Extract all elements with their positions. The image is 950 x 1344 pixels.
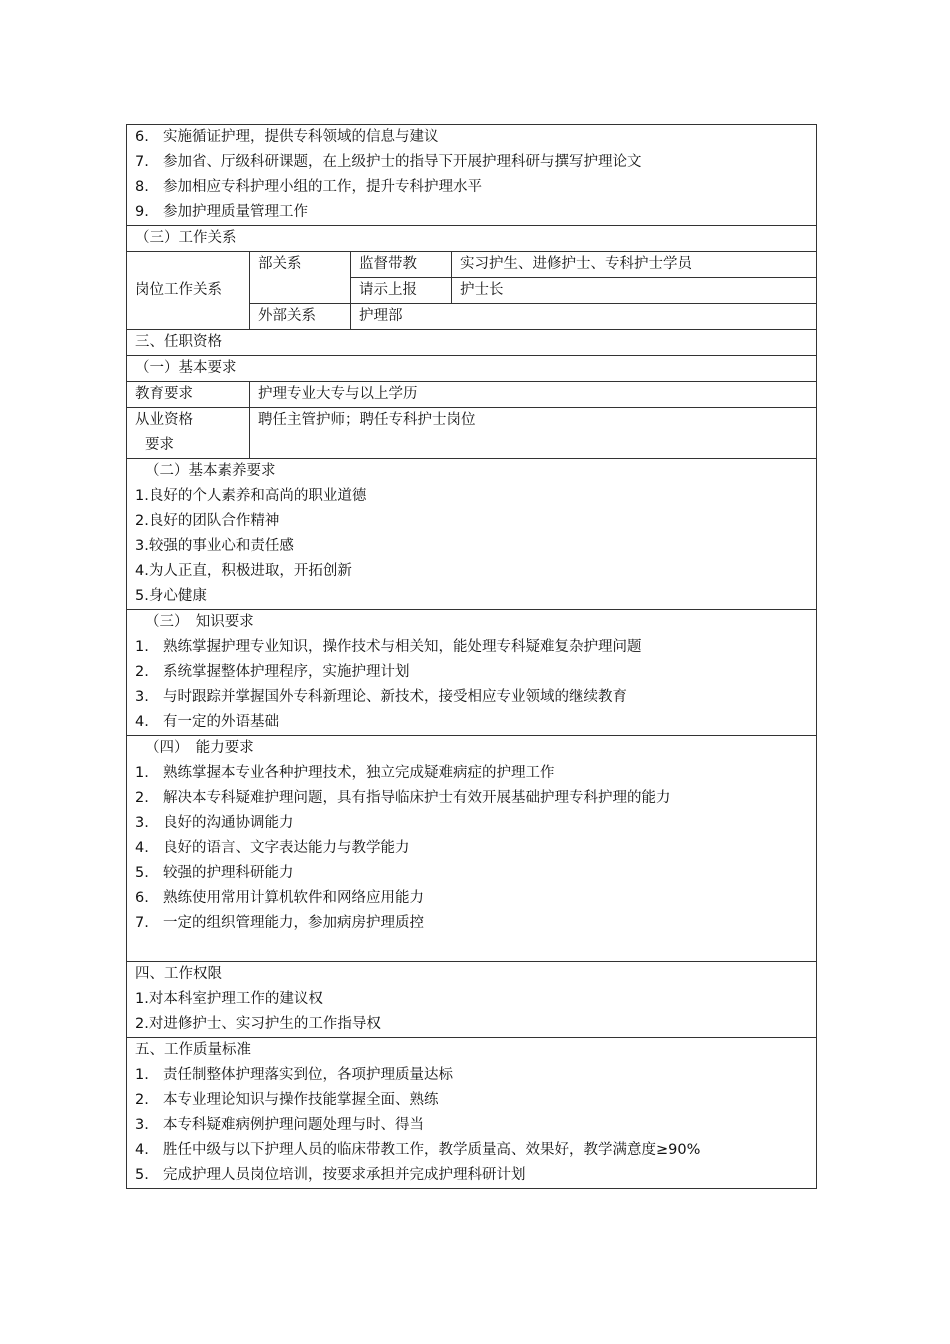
standards-item: [135, 1088, 808, 1113]
quality-item: 2.良好的团队合作精神: [135, 513, 280, 529]
basic-requirements-heading: （一）基本要求: [127, 356, 817, 382]
item-text: 参加相应专科护理小组的工作，提升专科护理水平: [163, 179, 482, 195]
duties-row: [127, 125, 817, 226]
authority-item: 2.对进修护士、实习护生的工作指导权: [135, 1016, 381, 1032]
duties-cell: [127, 125, 817, 226]
knowledge-row: [127, 610, 817, 736]
authority-cell: [127, 962, 817, 1038]
ability-item: [135, 861, 808, 886]
ability-item: [135, 786, 808, 811]
item-text: 良好的语言、文字表达能力与教学能力: [163, 840, 410, 856]
ability-heading: （四） 能力要求: [145, 740, 254, 756]
standards-cell: [127, 1038, 817, 1189]
item-text: 参加省、厅级科研课题，在上级护士的指导下开展护理科研与撰写护理论文: [163, 154, 642, 170]
item-number: 2.: [135, 790, 149, 806]
quality-item: 5.身心健康: [135, 588, 207, 604]
standards-item: [135, 1063, 808, 1088]
quality-heading: （二）基本素养要求: [145, 463, 276, 479]
item-text: 实施循证护理，提供专科领域的信息与建议: [163, 129, 439, 145]
qualification-heading-row: [127, 330, 817, 356]
ability-item: [135, 911, 808, 936]
ability-item: [135, 811, 808, 836]
supervise-value: 实习护生、进修护士、专科护士学员: [452, 252, 817, 278]
item-number: 3.: [135, 1117, 149, 1133]
relations-heading-row: [127, 226, 817, 252]
knowledge-item: [135, 660, 808, 685]
ability-item: [135, 761, 808, 786]
quality-cell: [127, 459, 817, 610]
item-number: 8.: [135, 179, 149, 195]
duty-item: [135, 175, 808, 200]
item-text: 熟练掌握护理专业知识，操作技术与相关知，能处理专科疑难复杂护理问题: [163, 639, 642, 655]
knowledge-cell: [127, 610, 817, 736]
item-number: 7.: [135, 915, 149, 931]
item-number: 7.: [135, 154, 149, 170]
item-text: 解决本专科疑难护理问题，具有指导临床护士有效开展基础护理专科护理的能力: [163, 790, 671, 806]
item-text: 责任制整体护理落实到位，各项护理质量达标: [163, 1067, 453, 1083]
job-description-table: [126, 124, 817, 1189]
authority-item: 1.对本科室护理工作的建议权: [135, 991, 323, 1007]
item-text: 本专科疑难病例护理问题处理与时、得当: [163, 1117, 424, 1133]
certification-label-line: 要求: [145, 437, 174, 453]
ability-item: [135, 836, 808, 861]
education-row: [127, 382, 817, 408]
item-number: 4.: [135, 1142, 149, 1158]
item-text: 胜任中级与以下护理人员的临床带教工作，教学质量高、效果好，教学满意度≥90%: [163, 1142, 701, 1158]
quality-item: 1.良好的个人素养和高尚的职业道德: [135, 488, 367, 504]
certification-row: [127, 408, 817, 459]
knowledge-item: [135, 685, 808, 710]
item-text: 熟练掌握本专业各种护理技术，独立完成疑难病症的护理工作: [163, 765, 555, 781]
report-value: 护士长: [452, 278, 817, 304]
knowledge-item: [135, 635, 808, 660]
ability-row: [127, 736, 817, 962]
item-number: 2.: [135, 664, 149, 680]
supervise-label: 监督带教: [351, 252, 452, 278]
item-text: 完成护理人员岗位培训，按要求承担并完成护理科研计划: [163, 1167, 526, 1183]
standards-row: [127, 1038, 817, 1189]
item-text: 良好的沟通协调能力: [163, 815, 294, 831]
internal-relations-label: 部关系: [250, 252, 351, 304]
item-text: 熟练使用常用计算机软件和网络应用能力: [163, 890, 424, 906]
item-number: 1.: [135, 1067, 149, 1083]
basic-heading-row: [127, 356, 817, 382]
quality-row: [127, 459, 817, 610]
education-value: 护理专业大专与以上学历: [250, 382, 817, 408]
item-number: 5.: [135, 865, 149, 881]
standards-item: [135, 1138, 808, 1163]
item-text: 本专业理论知识与操作技能掌握全面、熟练: [163, 1092, 439, 1108]
standards-item: [135, 1113, 808, 1138]
relations-heading: （三）工作关系: [127, 226, 817, 252]
item-text: 较强的护理科研能力: [163, 865, 294, 881]
authority-row: [127, 962, 817, 1038]
authority-heading: 四、工作权限: [135, 966, 222, 982]
duty-item: [135, 150, 808, 175]
item-text: 系统掌握整体护理程序，实施护理计划: [163, 664, 410, 680]
item-number: 9.: [135, 204, 149, 220]
external-relations-value: 护理部: [351, 304, 817, 330]
item-number: 2.: [135, 1092, 149, 1108]
education-label: 教育要求: [127, 382, 250, 408]
certification-value: 聘任主管护师；聘任专科护士岗位: [250, 408, 817, 459]
item-number: 4.: [135, 714, 149, 730]
standards-item: [135, 1163, 808, 1188]
relations-row-label: 岗位工作关系: [127, 252, 250, 330]
item-number: 4.: [135, 840, 149, 856]
item-text: 一定的组织管理能力，参加病房护理质控: [163, 915, 424, 931]
ability-cell: [127, 736, 817, 962]
item-number: 3.: [135, 689, 149, 705]
ability-item: [135, 886, 808, 911]
item-number: 6.: [135, 890, 149, 906]
item-number: 6.: [135, 129, 149, 145]
relations-row-supervise: [127, 252, 817, 278]
item-number: 1.: [135, 765, 149, 781]
quality-item: 4.为人正直，积极进取，开拓创新: [135, 563, 352, 579]
item-text: 参加护理质量管理工作: [163, 204, 308, 220]
item-number: 3.: [135, 815, 149, 831]
certification-label: [127, 408, 250, 459]
knowledge-item: [135, 710, 808, 735]
duty-item: [135, 200, 808, 225]
certification-label-line: 从业资格: [135, 412, 193, 428]
item-number: 1.: [135, 639, 149, 655]
report-label: 请示上报: [351, 278, 452, 304]
duty-item: [135, 125, 808, 150]
qualification-heading: 三、任职资格: [127, 330, 817, 356]
standards-heading: 五、工作质量标准: [135, 1042, 251, 1058]
external-relations-label: 外部关系: [250, 304, 351, 330]
item-text: 与时跟踪并掌握国外专科新理论、新技术，接受相应专业领域的继续教育: [163, 689, 627, 705]
quality-item: 3.较强的事业心和责任感: [135, 538, 294, 554]
item-text: 有一定的外语基础: [163, 714, 279, 730]
item-number: 5.: [135, 1167, 149, 1183]
knowledge-heading: （三） 知识要求: [145, 614, 254, 630]
